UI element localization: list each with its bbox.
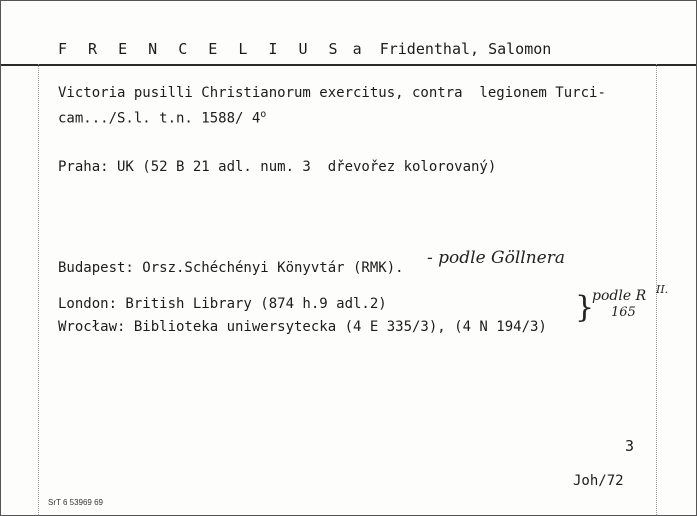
card-heading bbox=[58, 41, 551, 57]
catalog-reference: Joh/72 bbox=[573, 473, 624, 489]
heading-rule bbox=[1, 64, 696, 66]
brace-icon: } bbox=[575, 290, 595, 325]
prague-holding: Praha: UK (52 B 21 adl. num. 3 dřevořez kolorovaný) bbox=[58, 159, 497, 175]
author-rest: a Fridenthal, Salomon bbox=[343, 40, 552, 58]
budapest-holding: Budapest: Orsz.Schéchényi Könyvtár (RMK). bbox=[58, 260, 404, 276]
side-handwritten-note-2: II. bbox=[656, 283, 669, 296]
wroclaw-holding: Wrocław: Biblioteka uniwersytecka (4 E 335/3), (4 N 194/3) bbox=[58, 319, 547, 335]
left-margin-line bbox=[38, 64, 39, 515]
london-holding: London: British Library (874 h.9 adl.2) bbox=[58, 296, 387, 312]
title-line-1: Victoria pusilli Christianorum exercitus, contra legionem Turci- bbox=[58, 85, 606, 101]
title-line-2-text: cam.../S.l. t.n. 1588/ 4 bbox=[58, 110, 261, 127]
card-count: 3 bbox=[625, 437, 635, 455]
print-code: SrT 6 53969 69 bbox=[48, 498, 104, 507]
title-line-2 bbox=[58, 107, 266, 127]
format-superscript: o bbox=[260, 109, 267, 120]
side-handwritten-note: podle R bbox=[592, 288, 647, 304]
side-handwritten-number: 165 bbox=[611, 305, 636, 320]
budapest-handwritten-note: - podle Göllnera bbox=[427, 248, 566, 268]
author-surname: F R E N C E L I U S bbox=[58, 40, 344, 58]
